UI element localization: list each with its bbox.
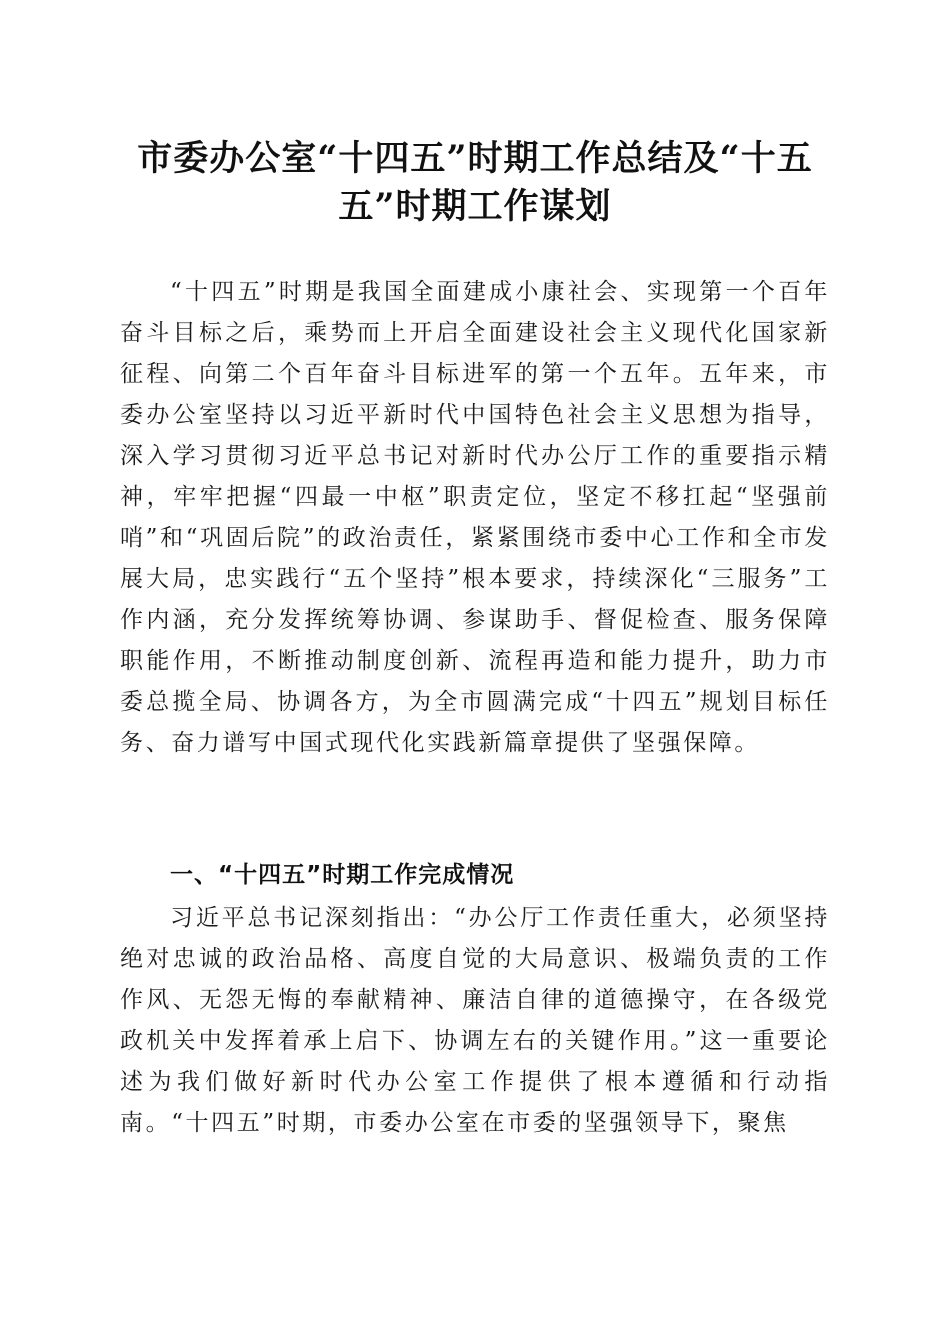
section-paragraph: 习近平总书记深刻指出：“办公厅工作责任重大，必须坚持绝对忠诚的政治品格、高度自觉的大局意识、极端负责的工作作风、无怨无悔的奉献精神、廉洁自律的道德操守，在各级党政机关中发挥着承上启下、协调左右的关键作用。”这一重要论述为我们做好新时代办公室工作提供了根本遵循和行动指南。“十四五”时期，市委办公室在市委的坚强领导下，聚焦	[120, 905, 830, 1136]
section-heading: 一、“十四五”时期工作完成情况	[170, 862, 515, 888]
intro-paragraph: “十四五”时期是我国全面建成小康社会、实现第一个百年奋斗目标之后，乘势而上开启全面建设社会主义现代化国家新征程、向第二个百年奋斗目标进军的第一个五年。五年来，市委办公室坚持以习近平新时代中国特色社会主义思想为指导，深入学习贯彻习近平总书记对新时代办公厅工作的重要指示精神，牢牢把握“四最一中枢”职责定位，坚定不移扛起“坚强前哨”和“巩固后院”的政治责任，紧紧围绕市委中心工作和全市发展大局，忠实践行“五个坚持”根本要求，持续深化“三服务”工作内涵，充分发挥统筹协调、参谋助手、督促检查、服务保障职能作用，不断推动制度创新、流程再造和能力提升，助力市委总揽全局、协调各方，为全市圆满完成“十四五”规划目标任务、奋力谱写中国式现代化实践新篇章提供了坚强保障。	[120, 279, 830, 756]
document-title: 市委办公室“十四五”时期工作总结及“十五五”时期工作谋划	[137, 138, 813, 227]
